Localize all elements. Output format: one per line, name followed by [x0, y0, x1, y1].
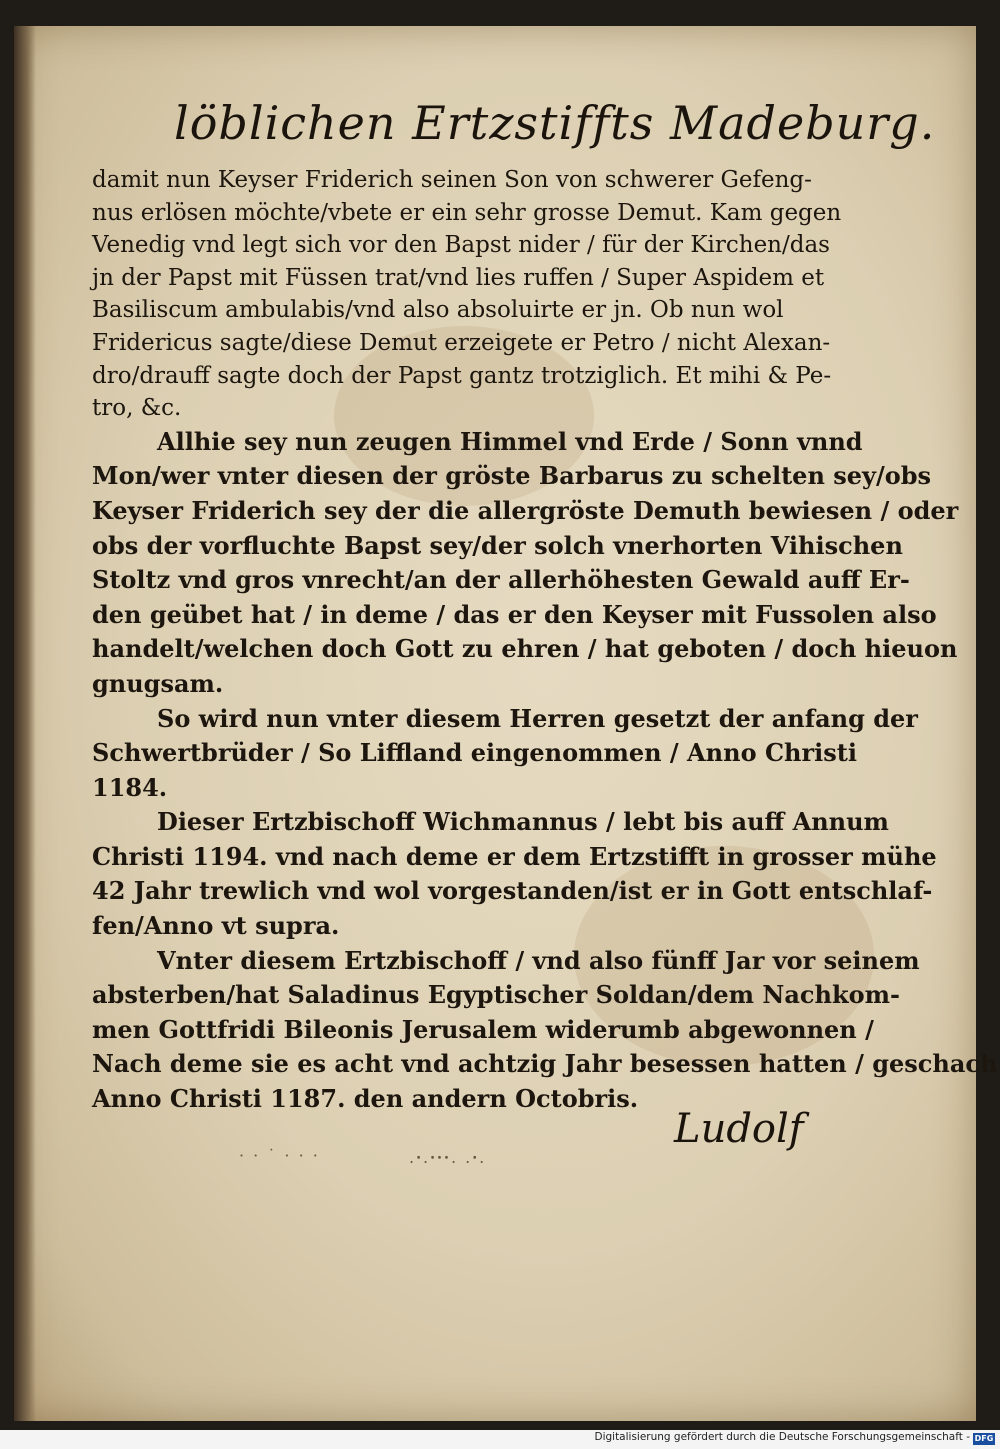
text-line: Basiliscum ambulabis/vnd also absoluirte er jn. Ob nun wol	[92, 297, 784, 324]
text-line: gnugsam.	[92, 668, 224, 698]
text-line: Vnter diesem Ertzbischoff / vnd also fünff Jar vor seinem	[157, 945, 920, 975]
text-line: Fridericus sagte/diese Demut erzeigete er Petro / nicht Alexan-	[92, 329, 831, 356]
footer-credit: Digitalisierung gefördert durch die Deutsche Forschungsgemeinschaft -	[594, 1431, 970, 1443]
text-line: damit nun Keyser Friderich seinen Son von schwerer Gefeng-	[92, 167, 812, 193]
text-line: fen/Anno vt supra.	[92, 911, 340, 941]
text-line: tro, &c.	[92, 395, 182, 422]
text-line: den geübet hat / in deme / das er den Keyser mit Fussolen also	[92, 599, 937, 629]
text-line: So wird nun vnter diesem Herren gesetzt der anfang der	[157, 703, 918, 733]
dfg-logo-icon[interactable]: DFG	[974, 1434, 994, 1443]
text-line: jn der Papst mit Füssen trat/vnd lies ruffen / Super Aspidem et	[92, 264, 825, 291]
text-line: men Gottfridi Bileonis Jerusalem widerumb abgewonnen /	[92, 1014, 874, 1044]
text-line: 42 Jahr trewlich vnd wol vorgestanden/ist er in Gott entschlaf-	[92, 876, 933, 906]
footer-bar	[0, 1430, 1000, 1449]
text-line: Allhie sey nun zeugen Himmel vnd Erde / Sonn vnnd	[157, 426, 863, 456]
text-line: Anno Christi 1187. den andern Octobris.	[92, 1084, 639, 1114]
text-line: dro/drauff sagte doch der Papst gantz trotziglich. Et mihi & Pe-	[92, 362, 832, 389]
body-text	[92, 164, 998, 1117]
book-page	[14, 26, 998, 1421]
ink-speckle: .ꞏ.ꞏꞏꞏ. .ꞏ.	[409, 1148, 487, 1167]
text-line: Dieser Ertzbischoff Wichmannus / lebt bis auff Annum	[157, 807, 889, 837]
text-line: Christi 1194. vnd nach deme er dem Ertzstifft in grosser mühe	[92, 841, 937, 871]
text-line: absterben/hat Saladinus Egyptischer Soldan/dem Nachkom-	[92, 980, 900, 1010]
catchword: Ludolf	[674, 1106, 804, 1152]
text-line: handelt/welchen doch Gott zu ehren / hat geboten / doch hieuon	[92, 634, 958, 664]
running-header: löblichen Ertzstiffts Madeburg.	[174, 96, 936, 150]
text-line: Schwertbrüder / So Liffland eingenommen / Anno Christi	[92, 738, 857, 768]
text-line: obs der vorfluchte Bapst sey/der solch vnerhorten Vihischen	[92, 530, 903, 560]
text-line: 1184.	[92, 772, 168, 802]
text-line: Keyser Friderich sey der die allergröste Demuth bewiesen / oder	[92, 495, 959, 525]
text-line: Stoltz vnd gros vnrecht/an der allerhöhesten Gewald auff Er-	[92, 565, 910, 595]
text-line: Nach deme sie es acht vnd achtzig Jahr besessen hatten / geschach	[92, 1049, 998, 1079]
text-line: Mon/wer vnter diesen der gröste Barbarus zu schelten sey/obs	[92, 461, 932, 491]
ink-speckle: · · ˙ · · ·	[239, 1146, 320, 1165]
page-spine-shadow	[14, 26, 36, 1421]
text-line: nus erlösen möchte/vbete er ein sehr grosse Demut. Kam gegen	[92, 199, 842, 226]
text-line: Venedig vnd legt sich vor den Bapst nider / für der Kirchen/das	[92, 232, 830, 259]
